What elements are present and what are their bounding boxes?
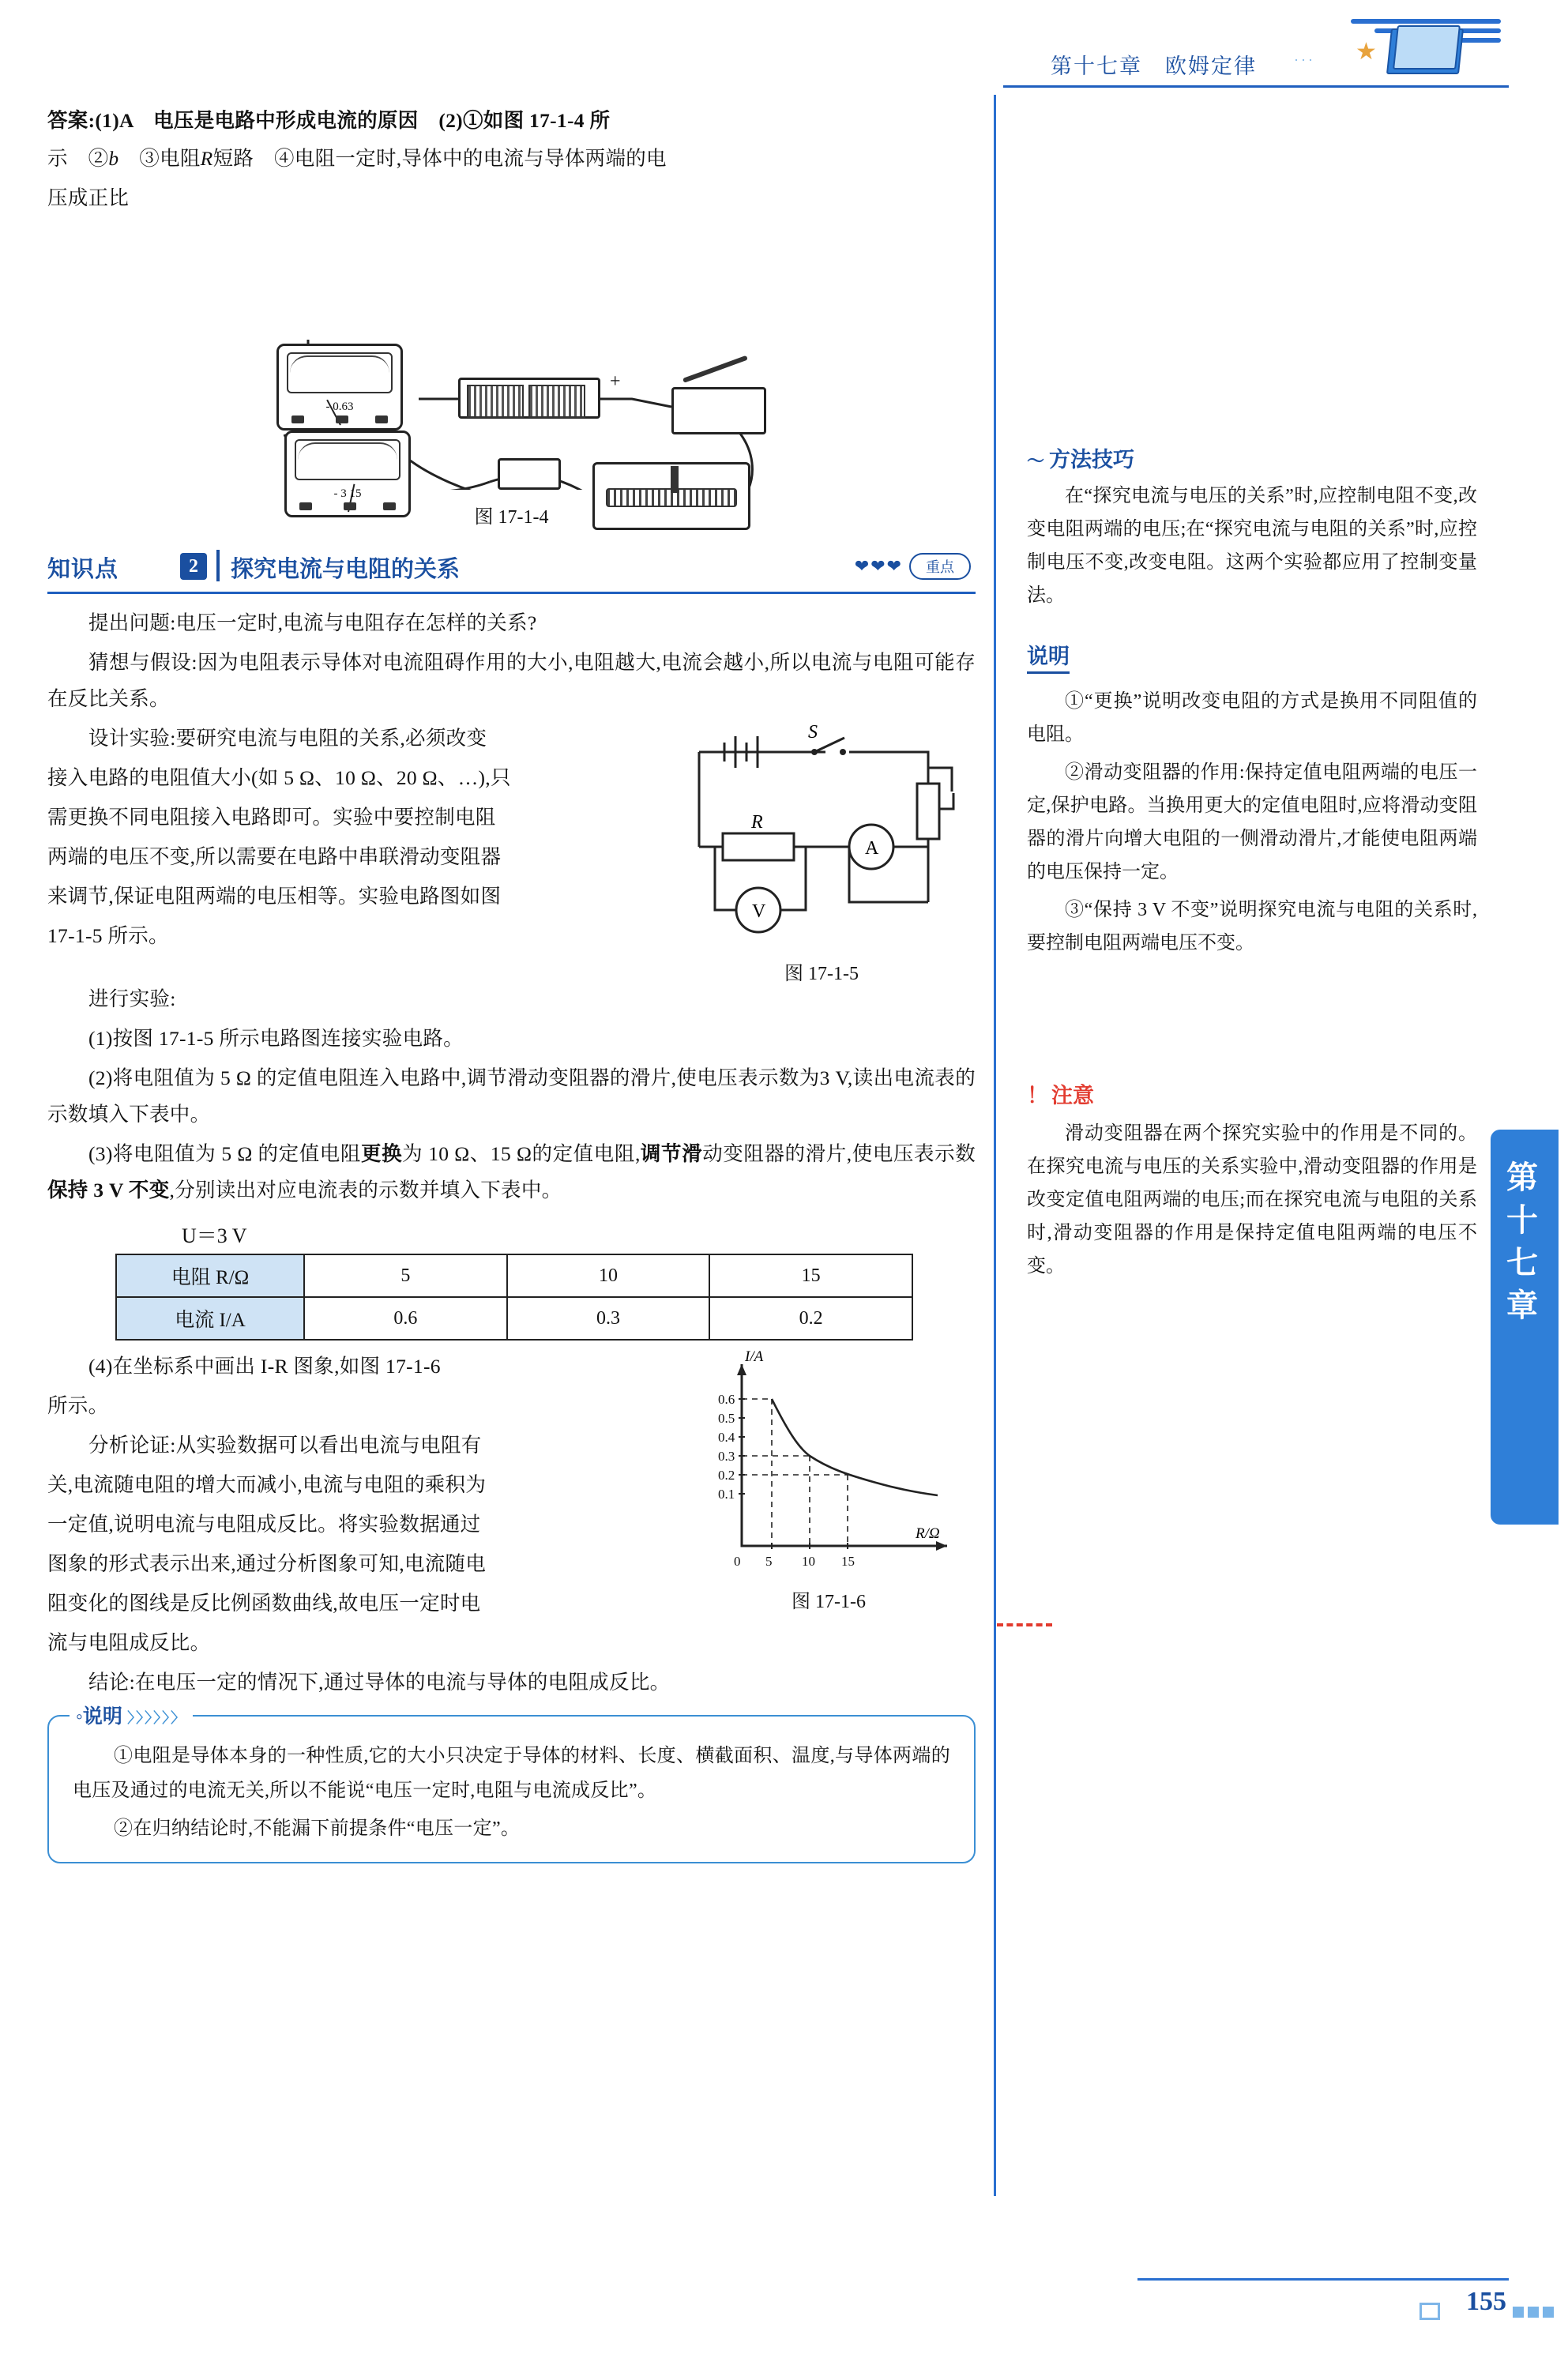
table-row: [116, 1254, 912, 1297]
knowledge-point-number: 2: [180, 553, 207, 580]
note-box-title: ◦说明 〉〉〉〉〉〉: [70, 1701, 193, 1729]
ammeter-device: [276, 344, 403, 431]
footer-rule: [1137, 2278, 1509, 2281]
body-p3-2: 接入电路的电阻值大小(如 5 Ω、10 Ω、20 Ω、…),只: [47, 766, 511, 789]
cell-resistance-1: 5: [304, 1254, 507, 1297]
star-icon: ★: [1356, 39, 1377, 65]
body-p7-a: (3)将电阻值为 5 Ω 的定值电阻: [88, 1142, 361, 1165]
attention-mark-icon: ！: [1027, 1084, 1048, 1107]
rail-explain-block: [1027, 639, 1477, 960]
table-row-header-resistance: 电阻 R/Ω: [116, 1254, 304, 1297]
body-p9-3: 一定值,说明电流与电阻成反比。将实验数据通过: [47, 1513, 481, 1536]
body-p7-g: ,分别读出对应电流表的示: [169, 1179, 400, 1201]
body-p3-5: 来调节,保证电阻两端的电压相等。实验电路图如图: [47, 885, 502, 908]
note-item-2: ②在归纳结论时,不能漏下前提条件“电压一定”。: [114, 1818, 521, 1839]
chapter-title: 第十七章 欧姆定律: [1051, 55, 1257, 78]
difficulty-hearts-icon: ❤❤❤: [854, 556, 903, 576]
body-p2: 猜想与假设:因为电阻表示导体对电流阻碍作用的大小,电阻越大,电流会越小,所以电流与电阻可能存在反比关系。: [47, 651, 976, 710]
table-voltage-label: U＝3 V: [182, 1224, 247, 1247]
body-p8-1: (4)在坐标系中画出 I-R 图象,如图 17-1-6: [88, 1355, 441, 1378]
rail-explain-p3: ③“保持 3 V 不变”说明探究电流与电阻的关系时,要控制电阻两端电压不变。: [1027, 900, 1477, 953]
body-p4: 进行实验:: [88, 987, 176, 1010]
body-p7-e: 动变阻器的滑片,使电压表示数: [702, 1142, 976, 1165]
rail-method-title-text: 方法技巧: [1049, 448, 1135, 472]
answer-text-2d: R: [200, 147, 213, 170]
body-p7-f: 保持 3 V 不变: [47, 1179, 170, 1201]
body-p10: 结论:在电压一定的情况下,通过导体的电流与导体的电阻成反比。: [88, 1671, 671, 1694]
experiment-data-table: [115, 1254, 913, 1341]
svg-text:0.2: 0.2: [718, 1468, 735, 1483]
note-box: [47, 1706, 976, 1863]
body-p7-b: 更换: [360, 1142, 403, 1165]
figure-17-1-4-caption: 图 17-1-4: [474, 507, 549, 528]
body-p7-h: 数并填入下表中。: [399, 1179, 562, 1201]
ammeter-reading-label: - 0.63: [325, 400, 354, 413]
svg-text:R: R: [751, 812, 763, 833]
svg-text:S: S: [808, 722, 818, 743]
leaf-icon: 〜: [1027, 451, 1045, 471]
knowledge-point-tag: 知识点: [47, 557, 119, 582]
figure-17-1-6-caption: 图 17-1-6: [792, 1592, 866, 1612]
switch-device: [671, 387, 766, 434]
header-dots: ···: [1294, 52, 1315, 68]
svg-text:15: 15: [841, 1554, 855, 1569]
note-box-arrows: 〉〉〉〉〉〉: [127, 1710, 187, 1726]
note-box-title-text: 说明: [82, 1706, 122, 1728]
rail-attention-p1: 滑动变阻器在两个探究实验中的作用是不同的。在探究电流与电压的关系实验中,滑动变阻器的作用是改变定值电阻两端的电压;而在探究电流与电阻的关系时,滑动变阻器的作用是保持定值电阻两端的电压不变。: [1027, 1123, 1477, 1277]
answer-text-2e: 短路 ④电阻一定时,导体中的电流与导体两端的电: [212, 147, 667, 170]
svg-text:A: A: [865, 838, 879, 859]
note-item-1: ①电阻是导体本身的一种性质,它的大小只决定于导体的材料、长度、横截面积、温度,与导体两端的电压及通过的电流无关,所以不能说“电压一定时,电阻与电流成反比”。: [73, 1746, 950, 1801]
body-p9-1: 分析论证:从实验数据可以看出电流与电阻有: [88, 1434, 482, 1457]
cell-resistance-3: 15: [709, 1254, 912, 1297]
knowledge-point-bar: [47, 548, 976, 594]
figure-17-1-4: [47, 229, 976, 529]
body-p7: [47, 1136, 976, 1209]
battery-pack: [458, 378, 600, 419]
svg-text:V: V: [752, 901, 766, 922]
attention-dash-connector: [997, 1623, 1052, 1626]
svg-text:0.1: 0.1: [718, 1487, 735, 1502]
design-experiment-block: [47, 720, 976, 984]
body-p7-c: 为 10 Ω、15 Ω的定值电阻,: [402, 1142, 641, 1165]
footer-squares-decoration: [1509, 2307, 1554, 2322]
answer-text-2b: b: [108, 147, 119, 170]
cell-current-2: 0.3: [507, 1297, 710, 1340]
answer-text-1: 答案:(1)A 电压是电路中形成电流的原因 (2)①如图 17-1-4 所: [47, 109, 611, 132]
svg-text:0: 0: [734, 1554, 741, 1569]
svg-text:0.4: 0.4: [718, 1430, 735, 1445]
column-divider: [994, 95, 996, 2196]
cell-current-1: 0.6: [304, 1297, 507, 1340]
body-p5: (1)按图 17-1-5 所示电路图连接实验电路。: [88, 1027, 464, 1050]
svg-text:5: 5: [765, 1554, 773, 1569]
body-p9-5: 阻变化的图线是反比例函数曲线,故电压一定时电: [47, 1592, 481, 1615]
rail-method-block: [1027, 442, 1477, 612]
body-p6: (2)将电阻值为 5 Ω 的定值电阻连入电路中,调节滑动变阻器的滑片,使电压表示数为3 V,读出电流表的示数填入下表中。: [47, 1066, 976, 1126]
figure-17-1-5-caption: 图 17-1-5: [784, 964, 859, 984]
body-p9-6: 流与电阻成反比。: [47, 1631, 211, 1654]
key-point-badge: 重点: [909, 553, 971, 580]
body-p8-2: 所示。: [47, 1394, 109, 1417]
answer-line-1: [47, 103, 976, 139]
book-icon: [1374, 17, 1469, 81]
body-p3-1: 设计实验:要研究电流与电阻的关系,必须改变: [88, 727, 487, 750]
svg-text:0.5: 0.5: [718, 1411, 735, 1426]
table-row: [116, 1297, 912, 1340]
answer-text-2a: 示 ②: [47, 147, 109, 170]
right-rail: [1027, 442, 1477, 1310]
rail-attention-title-text: 注意: [1051, 1084, 1094, 1107]
figure-17-1-5: [667, 720, 976, 984]
answer-text-2c: ③电阻: [118, 147, 201, 170]
rail-explain-p1: ①“更换”说明改变电阻的方式是换用不同阻值的电阻。: [1027, 691, 1477, 745]
svg-text:R/Ω: R/Ω: [916, 1525, 940, 1542]
rail-explain-title: 说明: [1027, 639, 1070, 674]
rail-attention-title: [1027, 1078, 1477, 1109]
body-p7-d: 调节滑: [640, 1142, 703, 1165]
svg-text:I/A: I/A: [745, 1348, 764, 1365]
chapter-side-tab: 第十七章: [1491, 1130, 1559, 1525]
svg-text:0.3: 0.3: [718, 1449, 735, 1464]
figure-17-1-6: [686, 1348, 971, 1612]
rail-method-title: [1027, 442, 1477, 473]
rail-explain-p2: ②滑动变阻器的作用:保持定值电阻两端的电压一定,保护电路。当换用更大的定值电阻时,应将滑动变阻器的滑片向增大电阻的一侧滑动滑片,才能使电阻两端的电压保持一定。: [1027, 762, 1477, 882]
svg-text:0.6: 0.6: [718, 1392, 735, 1407]
resistor-block: [498, 458, 561, 490]
svg-text:10: 10: [802, 1554, 815, 1569]
knowledge-point-title: 探究电流与电阻的关系: [231, 557, 461, 582]
table-row-header-current: 电流 I/A: [116, 1297, 304, 1340]
body-p9-2: 关,电流随电阻的增大而减小,电流与电阻的乘积为: [47, 1473, 487, 1496]
body-p1: 提出问题:电压一定时,电流与电阻存在怎样的关系?: [88, 611, 537, 634]
body-p3-6: 17-1-5 所示。: [47, 924, 169, 947]
rail-method-p1: 在“探究电流与电压的关系”时,应控制电阻不变,改变电阻两端的电压;在“探究电流与电阻的关系”时,应控制电压不变,改变电阻。这两个实验都应用了控制变量法。: [1027, 486, 1477, 606]
battery-plus-sign: +: [610, 371, 621, 392]
analysis-block: [47, 1348, 976, 1661]
body-p3-3: 需更换不同电阻接入电路即可。实验中要控制电阻: [47, 806, 496, 829]
page-number: 155: [1466, 2287, 1506, 2316]
body-p3-4: 两端的电压不变,所以需要在电路中串联滑动变阻器: [47, 845, 502, 868]
cell-current-3: 0.2: [709, 1297, 912, 1340]
cell-resistance-2: 10: [507, 1254, 710, 1297]
body-p9-4: 图象的形式表示出来,通过分析图象可知,电流随电: [47, 1552, 487, 1575]
book-glyph-icon: [1419, 2303, 1440, 2320]
voltmeter-reading-label: - 3 15: [333, 487, 362, 500]
rail-attention-block: [1027, 1078, 1477, 1283]
answer-line-3: 压成正比: [47, 186, 130, 209]
main-column: [47, 103, 976, 1863]
answer-line-2: [47, 141, 976, 177]
